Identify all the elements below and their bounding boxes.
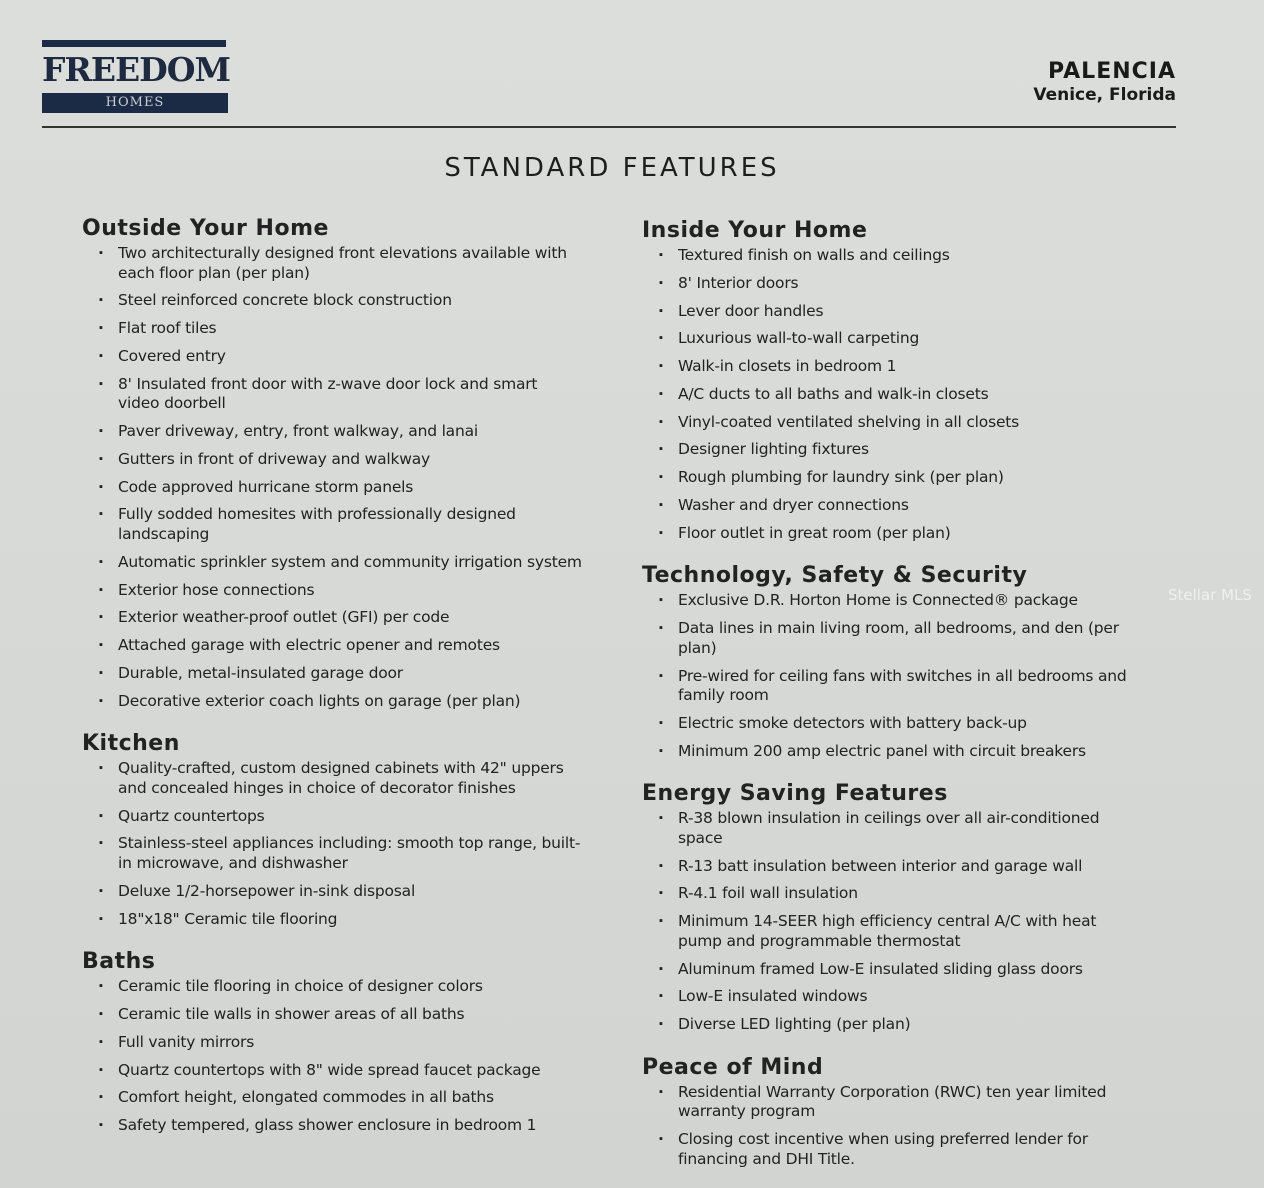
feature-item: · Diverse LED lighting (per plan) — [642, 1015, 1142, 1035]
feature-item: · Covered entry — [82, 347, 582, 367]
page-title: STANDARD FEATURES — [444, 153, 780, 183]
freedom-homes-logo — [42, 40, 231, 114]
feature-list — [642, 246, 1142, 543]
feature-item: · Electric smoke detectors with battery back-up — [642, 714, 1142, 734]
feature-list — [82, 244, 582, 711]
feature-list — [82, 759, 582, 929]
feature-item: · Washer and dryer connections — [642, 496, 1142, 516]
feature-item: · Two architecturally designed front elevations available with each floor plan (per plan) — [82, 244, 582, 283]
feature-item: · Ceramic tile walls in shower areas of all baths — [82, 1005, 582, 1025]
section-energy-saving-features — [642, 779, 1142, 1034]
section-outside-your-home — [82, 214, 582, 711]
feature-list — [642, 809, 1142, 1034]
section-peace-of-mind — [642, 1053, 1142, 1170]
feature-item: · Minimum 14-SEER high efficiency central A/C with heat pump and programmable thermostat — [642, 912, 1142, 951]
header-divider — [42, 126, 1176, 128]
section-heading: Baths — [82, 949, 156, 975]
feature-item: · R-38 blown insulation in ceilings over all air-conditioned space — [642, 809, 1142, 848]
community-info — [1033, 60, 1176, 106]
logo-sub-band: HOMES — [42, 93, 228, 113]
feature-item: · Luxurious wall-to-wall carpeting — [642, 329, 1142, 349]
feature-item: · Data lines in main living room, all bedrooms, and den (per plan) — [642, 619, 1142, 658]
feature-item: · Fully sodded homesites with professionally designed landscaping — [82, 505, 582, 544]
logo-brand-text: FREEDOM — [42, 50, 231, 89]
feature-item: · Pre-wired for ceiling fans with switches in all bedrooms and family room — [642, 667, 1142, 706]
left-column — [82, 214, 582, 1154]
feature-item: · Steel reinforced concrete block construction — [82, 291, 582, 311]
feature-item: · Durable, metal-insulated garage door — [82, 664, 582, 684]
logo-top-bar — [42, 40, 226, 47]
feature-item: · Quartz countertops with 8" wide spread faucet package — [82, 1061, 582, 1081]
feature-list — [82, 977, 582, 1136]
section-heading: Peace of Mind — [642, 1054, 824, 1080]
right-column — [642, 216, 1142, 1187]
section-technology-safety-security — [642, 561, 1142, 761]
feature-item: · Paver driveway, entry, front walkway, and lanai — [82, 422, 582, 442]
feature-item: · Quality-crafted, custom designed cabinets with 42" uppers and concealed hinges in choice of decorator finishes — [82, 759, 582, 798]
watermark: Stellar MLS — [1168, 586, 1252, 604]
feature-item: · Ceramic tile flooring in choice of designer colors — [82, 977, 582, 997]
feature-item: · Quartz countertops — [82, 807, 582, 827]
feature-item: · Low-E insulated windows — [642, 987, 1142, 1007]
feature-item: · R-13 batt insulation between interior and garage wall — [642, 857, 1142, 877]
feature-item: · 8' Interior doors — [642, 274, 1142, 294]
section-heading: Outside Your Home — [82, 216, 329, 241]
feature-item: · Minimum 200 amp electric panel with circuit breakers — [642, 742, 1142, 762]
community-name: PALENCIA — [1048, 59, 1176, 84]
feature-item: · Full vanity mirrors — [82, 1033, 582, 1053]
feature-item: · A/C ducts to all baths and walk-in closets — [642, 385, 1142, 405]
feature-item: · Walk-in closets in bedroom 1 — [642, 357, 1142, 377]
feature-item: · Attached garage with electric opener and remotes — [82, 636, 582, 656]
feature-item: · Comfort height, elongated commodes in all baths — [82, 1088, 582, 1108]
feature-item: · Stainless-steel appliances including: smooth top range, built-in microwave, and dishwasher — [82, 834, 582, 873]
feature-item: · Code approved hurricane storm panels — [82, 478, 582, 498]
feature-item: · Gutters in front of driveway and walkway — [82, 450, 582, 470]
section-heading: Inside Your Home — [642, 218, 868, 243]
feature-item: · Decorative exterior coach lights on garage (per plan) — [82, 692, 582, 712]
feature-item: · 18"x18" Ceramic tile flooring — [82, 910, 582, 930]
feature-item: · Floor outlet in great room (per plan) — [642, 524, 1142, 544]
feature-item: · Textured finish on walls and ceilings — [642, 246, 1142, 266]
feature-item: · 8' Insulated front door with z-wave door lock and smart video doorbell — [82, 375, 582, 414]
section-heading: Energy Saving Features — [642, 781, 948, 807]
section-kitchen — [82, 729, 582, 929]
section-heading: Kitchen — [82, 731, 180, 757]
section-inside-your-home — [642, 216, 1142, 543]
feature-item: · Exterior weather-proof outlet (GFI) per code — [82, 608, 582, 628]
feature-item: · Exclusive D.R. Horton Home is Connected® package — [642, 591, 1142, 611]
community-location: Venice, Florida — [1033, 85, 1176, 105]
feature-item: · R-4.1 foil wall insulation — [642, 884, 1142, 904]
feature-item: · Lever door handles — [642, 302, 1142, 322]
feature-item: · Designer lighting fixtures — [642, 440, 1142, 460]
feature-item: · Vinyl-coated ventilated shelving in all closets — [642, 413, 1142, 433]
section-baths — [82, 947, 582, 1136]
feature-item: · Deluxe 1/2-horsepower in-sink disposal — [82, 882, 582, 902]
feature-item: · Aluminum framed Low-E insulated sliding glass doors — [642, 960, 1142, 980]
feature-item: · Residential Warranty Corporation (RWC) ten year limited warranty program — [642, 1083, 1142, 1122]
feature-list — [642, 591, 1142, 761]
feature-item: · Flat roof tiles — [82, 319, 582, 339]
feature-item: · Closing cost incentive when using preferred lender for financing and DHI Title. — [642, 1130, 1142, 1169]
section-heading: Technology, Safety & Security — [642, 563, 1028, 589]
feature-list — [642, 1083, 1142, 1170]
feature-item: · Rough plumbing for laundry sink (per plan) — [642, 468, 1142, 488]
feature-item: · Automatic sprinkler system and community irrigation system — [82, 553, 582, 573]
feature-item: · Exterior hose connections — [82, 581, 582, 601]
feature-item: · Safety tempered, glass shower enclosure in bedroom 1 — [82, 1116, 582, 1136]
